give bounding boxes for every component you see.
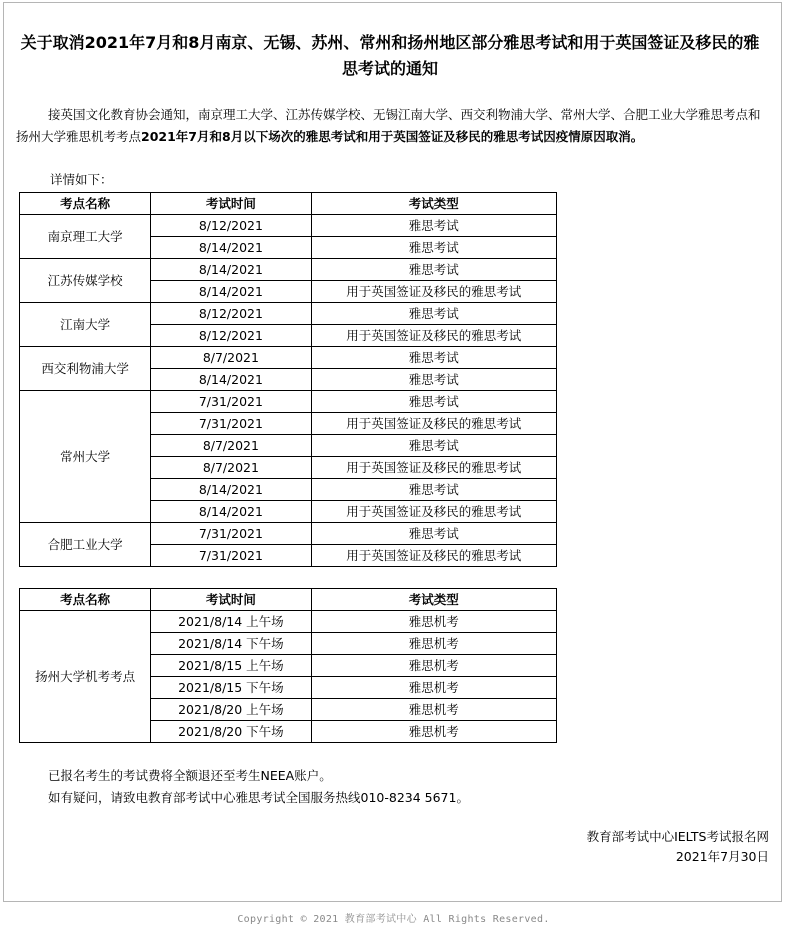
exam-type-cell: 雅思机考 [311,699,556,721]
table-body [20,215,557,567]
exam-type-cell: 雅思考试 [311,435,556,457]
venue-cell: 南京理工大学 [20,215,151,259]
exam-type-cell: 雅思机考 [311,721,556,743]
exam-type-cell: 雅思考试 [311,215,556,237]
exam-type-cell: 雅思考试 [311,391,556,413]
exam-date-cell: 2021/8/20 上午场 [151,699,311,721]
exam-type-cell: 用于英国签证及移民的雅思考试 [311,545,556,567]
table-row [20,611,557,633]
table-row [20,391,557,413]
exam-type-cell: 雅思考试 [311,369,556,391]
exam-date-cell: 7/31/2021 [151,545,311,567]
exam-type-cell: 雅思机考 [311,611,556,633]
venue-cell: 江南大学 [20,303,151,347]
exam-date-cell: 2021/8/15 下午场 [151,677,311,699]
signature [587,827,769,867]
column-header: 考试类型 [311,193,556,215]
exam-date-cell: 7/31/2021 [151,413,311,435]
hotline-note: 如有疑问，请致电教育部考试中心雅思考试全国服务热线010-8234 5671。 [48,790,469,805]
table-header-row [20,589,557,611]
column-header: 考试时间 [151,193,311,215]
exam-date-cell: 8/14/2021 [151,281,311,303]
exam-type-cell: 用于英国签证及移民的雅思考试 [311,281,556,303]
intro-text: 接英国文化教育协会通知，南京理工大学、江苏传媒学校、无锡江南大学、西交利物浦大学、常州大学、合肥工业大学雅思考点和扬州大学雅思机考考点 [16,107,761,144]
table-row [20,259,557,281]
table-body [20,611,557,743]
exam-date-cell: 8/7/2021 [151,457,311,479]
column-header: 考点名称 [20,589,151,611]
venue-cell: 扬州大学机考考点 [20,611,151,743]
exam-date-cell: 2021/8/14 下午场 [151,633,311,655]
exam-type-cell: 雅思考试 [311,479,556,501]
refund-note: 已报名考生的考试费将全额退还至考生NEEA账户。 [48,768,332,783]
exam-date-cell: 7/31/2021 [151,391,311,413]
signature-date: 2021年7月30日 [675,849,769,864]
exam-date-cell: 2021/8/14 上午场 [151,611,311,633]
exam-type-cell: 雅思考试 [311,303,556,325]
exam-date-cell: 8/14/2021 [151,259,311,281]
signature-org: 教育部考试中心IELTS考试报名网 [586,829,769,844]
exam-date-cell: 8/14/2021 [151,479,311,501]
exam-type-cell: 用于英国签证及移民的雅思考试 [311,413,556,435]
exam-date-cell: 8/14/2021 [151,369,311,391]
table-row [20,523,557,545]
detail-label: 详情如下： [50,172,113,187]
exam-date-cell: 7/31/2021 [151,523,311,545]
venue-cell: 西交利物浦大学 [20,347,151,391]
intro-bold-text: 2021年7月和8月以下场次的雅思考试和用于英国签证及移民的雅思考试因疫情原因取消。 [141,129,644,144]
exam-date-cell: 8/12/2021 [151,303,311,325]
exam-type-cell: 雅思考试 [311,237,556,259]
exam-type-cell: 用于英国签证及移民的雅思考试 [311,501,556,523]
venue-cell: 常州大学 [20,391,151,523]
column-header: 考试类型 [311,589,556,611]
table-row [20,303,557,325]
copyright-footer: Copyright © 2021 教育部考试中心 All Rights Reserved. [237,914,550,925]
exam-type-cell: 雅思考试 [311,523,556,545]
exam-type-cell: 雅思机考 [311,633,556,655]
computer-test-table [19,588,557,743]
table-row [20,347,557,369]
exam-date-cell: 8/14/2021 [151,237,311,259]
table-row [20,215,557,237]
exam-date-cell: 8/7/2021 [151,347,311,369]
venue-cell: 合肥工业大学 [20,523,151,567]
exam-type-cell: 雅思考试 [311,259,556,281]
exam-type-cell: 雅思机考 [311,655,556,677]
exam-date-cell: 2021/8/15 上午场 [151,655,311,677]
exam-date-cell: 8/14/2021 [151,501,311,523]
exam-type-cell: 雅思考试 [311,347,556,369]
exam-date-cell: 8/12/2021 [151,325,311,347]
intro-paragraph [16,104,768,148]
exam-type-cell: 雅思机考 [311,677,556,699]
exam-date-cell: 8/12/2021 [151,215,311,237]
notes [48,765,469,809]
column-header: 考点名称 [20,193,151,215]
exam-type-cell: 用于英国签证及移民的雅思考试 [311,457,556,479]
exam-type-cell: 用于英国签证及移民的雅思考试 [311,325,556,347]
cancellation-table [19,192,557,567]
column-header: 考试时间 [151,589,311,611]
exam-date-cell: 2021/8/20 下午场 [151,721,311,743]
table-header-row [20,193,557,215]
venue-cell: 江苏传媒学校 [20,259,151,303]
page-title: 关于取消2021年7月和8月南京、无锡、苏州、常州和扬州地区部分雅思考试和用于英国签证及移民的雅思考试的通知 [20,33,760,78]
exam-date-cell: 8/7/2021 [151,435,311,457]
